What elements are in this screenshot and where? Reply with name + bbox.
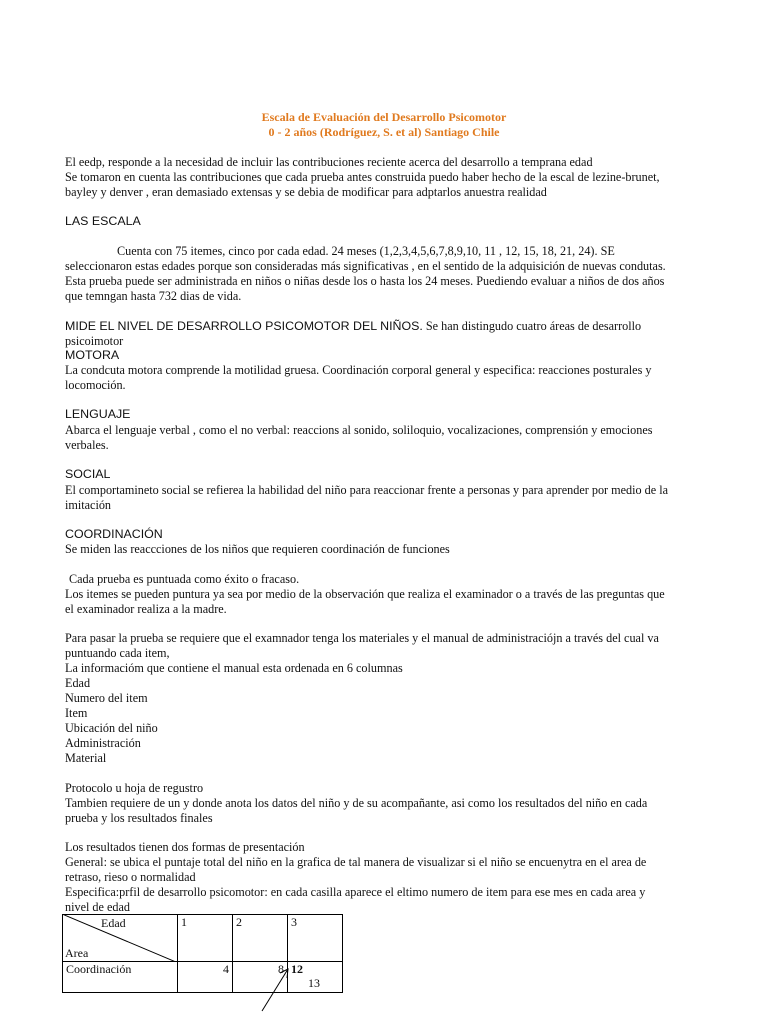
list-item: Edad: [65, 676, 91, 690]
paragraph-line: Se miden las reaccciones de los niños que requieren coordinación de funciones: [65, 542, 450, 556]
paragraph-line: La condcuta motora comprende la motilidad gruesa. Coordinación corporal general y especifica: reacciones posturales y: [65, 363, 652, 377]
table-row-label: Coordinación: [63, 962, 178, 993]
section-heading: MIDE EL NIVEL DE DESARROLLO PSICOMOTOR DEL NIÑOS.: [65, 319, 423, 333]
paragraph-line: locomoción.: [65, 378, 126, 392]
paragraph-line: General: se ubica el puntaje total del niño en la grafica de tal manera de visualizar si el niño se encuenytra en el area de: [65, 855, 647, 869]
section-heading: LENGUAJE: [65, 407, 131, 421]
document-subtitle: 0 - 2 años (Rodríguez, S. et al) Santiago Chile: [268, 125, 500, 139]
section-heading: COORDINACIÓN: [65, 527, 163, 541]
section-heading: SOCIAL: [65, 467, 111, 481]
list-item: Material: [65, 751, 107, 765]
paragraph-line: psicoimotor: [65, 334, 124, 348]
section-heading-line: [65, 319, 715, 334]
paragraph-line: seleccionaron estas edades porque son consideradas más significativas , en el sentido de la adquisición de nuevas condutas.: [65, 259, 666, 273]
table-diagonal-line: [62, 914, 176, 962]
table-cell: 4: [178, 962, 233, 993]
paragraph-line: verbales.: [65, 438, 109, 452]
table-header-edad: Edad: [101, 916, 126, 930]
list-item: Ubicación del niño: [65, 721, 158, 735]
paragraph-line: Cuenta con 75 itemes, cinco por cada edad. 24 meses (1,2,3,4,5,6,7,8,9,10, 11 , 12, 15, 18, 21, 24). SE: [117, 244, 615, 258]
list-item: Item: [65, 706, 88, 720]
paragraph-line: Los itemes se pueden puntura ya sea por medio de la observación que realiza el examinador o a través de las preguntas que: [65, 587, 665, 601]
paragraph-line: retraso, rieso o normalidad: [65, 870, 196, 884]
table-header-area: Area: [65, 946, 89, 960]
paragraph-line: Protocolo u hoja de regustro: [65, 781, 204, 795]
paragraph-line: Abarca el lenguaje verbal , como el no verbal: reaccions al sonido, soliloquio, vocalizaciones, comprensión y emociones: [65, 423, 653, 437]
arrow-icon: [258, 965, 298, 1015]
paragraph-line: Para pasar la prueba se requiere que el examnador tenga los materiales y el manual de administraciójn a través del cual va: [65, 631, 659, 645]
table-col-header: 2: [233, 915, 288, 962]
paragraph-line: prueba y los resultados finales: [65, 811, 213, 825]
document-title: Escala de Evaluación del Desarrollo Psicomotor: [261, 110, 507, 124]
paragraph-line: La informacióm que contiene el manual esta ordenada en 6 columnas: [65, 661, 403, 675]
paragraph-line: Tambien requiere de un y donde anota los datos del niño y de su acompañante, asi como los resultados del niño en cada: [65, 796, 648, 810]
paragraph-line: el examinador realiza a la madre.: [65, 602, 227, 616]
paragraph-line: El eedp, responde a la necesidad de incluir las contribuciones reciente acerca del desarrollo a temprana edad: [65, 155, 593, 169]
paragraph-line: Especifica:prfil de desarrollo psicomotor: en cada casilla aparece el eltimo numero de item para ese mes en cada area y: [65, 885, 646, 899]
paragraph-line: bayley y denver , eran demasiado extensas y se debia de modificar para adptarlos anuestra realidad: [65, 185, 547, 199]
table-cell: 8: [233, 962, 288, 993]
paragraph-line: imitación: [65, 498, 112, 512]
paragraph-line: Esta prueba puede ser administrada en niños o niñas desde los o hasta los 24 meses. Puediendo evaluar a niños de dos años: [65, 274, 665, 288]
paragraph-line: puntuando cada item,: [65, 646, 170, 660]
table-cell-bold-value: 12: [291, 962, 303, 976]
table-col-header: 3: [288, 915, 343, 962]
table-cell-extra-value: 13: [308, 976, 320, 990]
table-col-header: 1: [178, 915, 233, 962]
section-heading: LAS ESCALA: [65, 214, 141, 228]
paragraph-text: Se han distingudo cuatro áreas de desarrollo: [422, 319, 642, 333]
paragraph-line: Cada prueba es puntuada como éxito o fracaso.: [69, 572, 300, 586]
paragraph-line: que temngan hasta 732 dias de vida.: [65, 289, 242, 303]
paragraph-line: nivel de edad: [65, 900, 130, 914]
paragraph-line: Se tomaron en cuenta las contribuciones que cada prueba antes construida puedo haber hecho de la escal de lezine-brunet,: [65, 170, 660, 184]
list-item: Numero del item: [65, 691, 148, 705]
section-heading: MOTORA: [65, 348, 120, 362]
list-item: Administración: [65, 736, 141, 750]
paragraph-line: Los resultados tienen dos formas de presentación: [65, 840, 305, 854]
paragraph-line: El comportamineto social se refierea la habilidad del niño para reaccionar frente a personas y para aprender por medio de la: [65, 483, 669, 497]
